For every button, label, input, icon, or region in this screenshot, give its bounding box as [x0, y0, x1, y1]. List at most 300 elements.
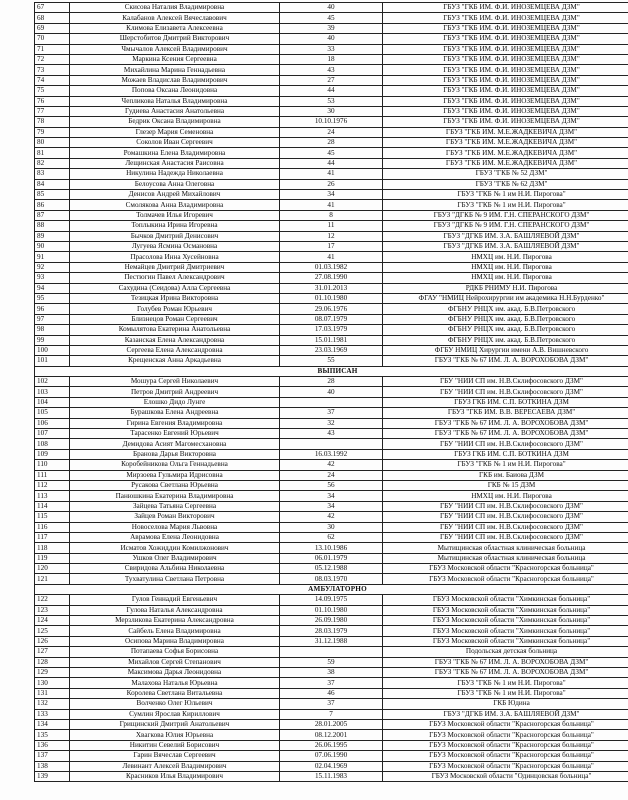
hospital-name: ГБУ "НИИ СП им. Н.В.Склифосовского ДЗМ"	[383, 387, 628, 397]
table-row	[35, 252, 628, 262]
table-row	[35, 647, 628, 657]
hospital-name: ФГБУ НМИЦ Хирургии имени А.В. Вишневского	[383, 345, 628, 355]
hospital-name: ГБУЗ Московской области "Химкинская больница"	[383, 626, 628, 636]
table-row	[35, 719, 628, 729]
hospital-name: ГБУЗ "ГКБ ИМ. М.Е.ЖАДКЕВИЧА ДЗМ"	[383, 138, 628, 148]
row-number: 129	[35, 668, 70, 678]
table-row	[35, 605, 628, 615]
table-row	[35, 54, 628, 64]
table-row	[35, 335, 628, 345]
hospital-name: ГБУ "НИИ СП им. Н.В.Склифосовского ДЗМ"	[383, 377, 628, 387]
row-number: 127	[35, 647, 70, 657]
hospital-name: ГБУЗ "ГКБ № 67 ИМ. Л. А. ВОРОХОБОВА ДЗМ"	[383, 418, 628, 428]
hospital-name: Мытищинская областная клиническая больница	[383, 553, 628, 563]
table-row	[35, 283, 628, 293]
hospital-name: ГБУЗ "ГКБ № 67 ИМ. Л. А. ВОРОХОБОВА ДЗМ"	[383, 657, 628, 667]
patient-name: Потапаева Софья Борисовна	[70, 647, 280, 657]
table-row	[35, 761, 628, 771]
patient-age-or-birthdate: 24	[280, 127, 383, 137]
table-row	[35, 210, 628, 220]
row-number: 105	[35, 408, 70, 418]
hospital-name: ГБУ "НИИ СП им. Н.В.Склифосовского ДЗМ"	[383, 501, 628, 511]
patient-age-or-birthdate: 41	[280, 200, 383, 210]
patient-name: Зайцева Татьяна Сергеевна	[70, 501, 280, 511]
patient-name: Волченко Олег Юльевич	[70, 699, 280, 709]
row-number: 81	[35, 148, 70, 158]
patient-age-or-birthdate: 31.01.2013	[280, 283, 383, 293]
section-header-row	[35, 584, 628, 594]
row-number: 128	[35, 657, 70, 667]
row-number: 100	[35, 345, 70, 355]
row-number: 78	[35, 117, 70, 127]
patient-name: Лугуева Ясмина Османовна	[70, 241, 280, 251]
table-row	[35, 179, 628, 189]
row-number: 135	[35, 730, 70, 740]
row-number: 112	[35, 480, 70, 490]
hospital-name: ГБУЗ Московской области "Красногорская больница"	[383, 564, 628, 574]
row-number: 89	[35, 231, 70, 241]
table-row	[35, 449, 628, 459]
hospital-name: ФГБНУ РНЦХ им. акад. Б.В.Петровского	[383, 325, 628, 335]
hospital-name: ГБУЗ Московской области "Химкинская больница"	[383, 616, 628, 626]
patient-name: Маркина Ксения Сергеевна	[70, 54, 280, 64]
patient-name: Свиридова Альбина Николаевна	[70, 564, 280, 574]
patient-age-or-birthdate: 34	[280, 190, 383, 200]
patient-name: Аврамова Елена Леонидовна	[70, 532, 280, 542]
table-row	[35, 408, 628, 418]
hospital-name: ГБУЗ ГКБ ИМ. С.П. БОТКИНА ДЗМ	[383, 449, 628, 459]
row-number: 111	[35, 470, 70, 480]
hospital-name: ГБУЗ "ГКБ ИМ. Ф.И. ИНОЗЕМЦЕВА ДЗМ"	[383, 23, 628, 33]
hospital-name: ГКБ им. Баиова ДЗМ	[383, 470, 628, 480]
table-row	[35, 709, 628, 719]
table-row	[35, 75, 628, 85]
hospital-name: ГБУ "НИИ СП им. Н.В.Склифосовского ДЗМ"	[383, 512, 628, 522]
hospital-name: ГБУЗ "ГКБ № 67 ИМ. Л. А. ВОРОХОБОВА ДЗМ"	[383, 668, 628, 678]
patient-name: Прасолова Инна Хусейновна	[70, 252, 280, 262]
patient-age-or-birthdate: 26.09.1980	[280, 616, 383, 626]
table-row	[35, 148, 628, 158]
patient-name: Бычков Дмитрий Денисович	[70, 231, 280, 241]
row-number: 101	[35, 356, 70, 366]
patient-name: Попова Оксана Леонидовна	[70, 86, 280, 96]
hospital-name: ГБУ "НИИ СП им. Н.В.Склифосовского ДЗМ"	[383, 532, 628, 542]
patient-name: Красников Илья Владимирович	[70, 771, 280, 781]
patient-name: Гирина Евгения Владимировна	[70, 418, 280, 428]
table-row	[35, 397, 628, 407]
patient-age-or-birthdate: 41	[280, 252, 383, 262]
hospital-name: ГБУЗ Московской области "Красногорская больница"	[383, 740, 628, 750]
patient-age-or-birthdate: 07.06.1990	[280, 751, 383, 761]
patient-age-or-birthdate: 06.01.1979	[280, 553, 383, 563]
hospital-name: НМХЦ им. Н.И. Пирогова	[383, 252, 628, 262]
row-number: 106	[35, 418, 70, 428]
row-number: 121	[35, 574, 70, 584]
patient-age-or-birthdate	[280, 397, 383, 407]
patient-name: Чепликова Наталья Владимировна	[70, 96, 280, 106]
hospital-name: ГБУЗ "ГКБ ИМ. М.Е.ЖАДКЕВИЧА ДЗМ"	[383, 158, 628, 168]
table-row	[35, 636, 628, 646]
patient-name: Исматов Хожиддин Комилжонович	[70, 543, 280, 553]
patient-age-or-birthdate: 17.03.1979	[280, 325, 383, 335]
hospital-name: ГБУЗ "ДГКБ ИМ. З.А. БАШЛЯЕВОЙ ДЗМ"	[383, 231, 628, 241]
patient-name: Мошура Сергей Николаевич	[70, 377, 280, 387]
hospital-name: ГБУЗ "ГКБ ИМ. Ф.И. ИНОЗЕМЦЕВА ДЗМ"	[383, 86, 628, 96]
patient-age-or-birthdate: 14.09.1975	[280, 595, 383, 605]
hospital-name: ГБУЗ "ГКБ ИМ. М.Е.ЖАДКЕВИЧА ДЗМ"	[383, 148, 628, 158]
patient-name: Петров Дмитрий Андреевич	[70, 387, 280, 397]
patient-age-or-birthdate: 05.12.1988	[280, 564, 383, 574]
patient-age-or-birthdate: 27	[280, 75, 383, 85]
row-number: 79	[35, 127, 70, 137]
table-row	[35, 491, 628, 501]
table-row	[35, 657, 628, 667]
patient-name: Новоселова Мария Львовна	[70, 522, 280, 532]
hospital-name: ГБУЗ "ГКБ № 1 им Н.И. Пирогова"	[383, 190, 628, 200]
table-row	[35, 34, 628, 44]
hospital-name: ГБУЗ "ДГКБ № 9 ИМ. Г.Н. СПЕРАНСКОГО ДЗМ"	[383, 221, 628, 231]
row-number: 87	[35, 210, 70, 220]
patient-name: Белоусова Анна Олеговна	[70, 179, 280, 189]
patient-age-or-birthdate: 39	[280, 23, 383, 33]
table-row	[35, 522, 628, 532]
patient-age-or-birthdate: 26.06.1995	[280, 740, 383, 750]
row-number: 138	[35, 761, 70, 771]
row-number: 82	[35, 158, 70, 168]
patient-age-or-birthdate: 02.04.1969	[280, 761, 383, 771]
table-row	[35, 480, 628, 490]
patient-age-or-birthdate: 27.08.1990	[280, 273, 383, 283]
patient-name: Ромашкина Елена Владимировна	[70, 148, 280, 158]
row-number: 114	[35, 501, 70, 511]
table-row	[35, 564, 628, 574]
patient-name: Соколов Иван Сергеевич	[70, 138, 280, 148]
hospital-name: ФГБНУ РНЦХ им. акад. Б.В.Петровского	[383, 314, 628, 324]
row-number: 67	[35, 3, 70, 13]
hospital-name: ГБУЗ "ГКБ ИМ. М.Е.ЖАДКЕВИЧА ДЗМ"	[383, 127, 628, 137]
hospital-name: ГБУЗ Московской области "Красногорская больница"	[383, 730, 628, 740]
patient-age-or-birthdate: 08.12.2001	[280, 730, 383, 740]
section-title: АМБУЛАТОРНО	[35, 584, 628, 594]
patient-name: Топлыкина Ирина Игоревна	[70, 221, 280, 231]
hospital-name: Подольская детская больница	[383, 647, 628, 657]
patient-age-or-birthdate: 43	[280, 65, 383, 75]
patient-age-or-birthdate: 37	[280, 408, 383, 418]
patient-name: Казанская Елена Александровна	[70, 335, 280, 345]
row-number: 139	[35, 771, 70, 781]
row-number: 95	[35, 293, 70, 303]
row-number: 75	[35, 86, 70, 96]
row-number: 90	[35, 241, 70, 251]
table-row	[35, 241, 628, 251]
patient-age-or-birthdate: 34	[280, 491, 383, 501]
patient-name: Сайбель Елена Владимировна	[70, 626, 280, 636]
row-number: 99	[35, 335, 70, 345]
table-row	[35, 273, 628, 283]
row-number: 115	[35, 512, 70, 522]
patient-age-or-birthdate: 11	[280, 221, 383, 231]
hospital-name: ФГБНУ РНЦХ им. акад. Б.В.Петровского	[383, 335, 628, 345]
patient-name: Тарасенко Евгений Юрьевич	[70, 429, 280, 439]
row-number: 116	[35, 522, 70, 532]
row-number: 88	[35, 221, 70, 231]
patient-age-or-birthdate: 01.03.1982	[280, 262, 383, 272]
hospital-name: ГБУЗ "ГКБ ИМ. Ф.И. ИНОЗЕМЦЕВА ДЗМ"	[383, 34, 628, 44]
patient-age-or-birthdate: 30	[280, 106, 383, 116]
table-row	[35, 574, 628, 584]
hospital-name: ГБУЗ "ДГКБ ИМ. З.А. БАШЛЯЕВОЙ ДЗМ"	[383, 709, 628, 719]
patient-name: Бурашкова Елена Андреевна	[70, 408, 280, 418]
hospital-name: ГБУЗ "ГКБ № 1 им Н.И. Пирогова"	[383, 688, 628, 698]
table-row	[35, 501, 628, 511]
patient-name: Калабанов Алексей Вячеславович	[70, 13, 280, 23]
patient-name: Никитин Севелий Борисович	[70, 740, 280, 750]
hospital-name: НМХЦ им. Н.И. Пирогова	[383, 262, 628, 272]
row-number: 108	[35, 439, 70, 449]
patient-age-or-birthdate: 37	[280, 678, 383, 688]
table-row	[35, 470, 628, 480]
patient-name: Глезер Мария Семеновна	[70, 127, 280, 137]
row-number: 123	[35, 605, 70, 615]
table-row	[35, 668, 628, 678]
row-number: 68	[35, 13, 70, 23]
patient-name: Можаев Владислав Владимирович	[70, 75, 280, 85]
patient-age-or-birthdate: 13.10.1986	[280, 543, 383, 553]
patient-age-or-birthdate: 62	[280, 532, 383, 542]
table-row	[35, 3, 628, 13]
table-row	[35, 418, 628, 428]
table-row	[35, 740, 628, 750]
patient-roster-table	[34, 2, 628, 782]
table-row	[35, 138, 628, 148]
row-number: 133	[35, 709, 70, 719]
table-row	[35, 293, 628, 303]
patient-name: Чмычалов Алексей Владимирович	[70, 44, 280, 54]
hospital-name: ГБУЗ "ГКБ № 62 ДЗМ"	[383, 179, 628, 189]
patient-age-or-birthdate: 40	[280, 34, 383, 44]
table-row	[35, 169, 628, 179]
table-row	[35, 127, 628, 137]
row-number: 119	[35, 553, 70, 563]
table-row	[35, 377, 628, 387]
hospital-name: ГБУЗ Московской области "Красногорская больница"	[383, 761, 628, 771]
patient-age-or-birthdate: 44	[280, 86, 383, 96]
hospital-name: ГБУЗ "ГКБ № 1 им Н.И. Пирогова"	[383, 678, 628, 688]
patient-name: Тезицкая Ирина Викторовна	[70, 293, 280, 303]
patient-name: Смолякова Анна Владимировна	[70, 200, 280, 210]
patient-age-or-birthdate: 7	[280, 709, 383, 719]
table-row	[35, 532, 628, 542]
hospital-name: ГБУЗ "ГКБ № 1 им Н.И. Пирогова"	[383, 460, 628, 470]
patient-age-or-birthdate: 15.01.1981	[280, 335, 383, 345]
patient-age-or-birthdate: 41	[280, 169, 383, 179]
row-number: 137	[35, 751, 70, 761]
patient-name: Зайцев Роман Викторович	[70, 512, 280, 522]
patient-name: Бедрик Оксана Владимировна	[70, 117, 280, 127]
row-number: 85	[35, 190, 70, 200]
patient-age-or-birthdate: 28.03.1979	[280, 626, 383, 636]
row-number: 132	[35, 699, 70, 709]
hospital-name: ГБУЗ Московской области "Химкинская больница"	[383, 636, 628, 646]
table-row	[35, 771, 628, 781]
row-number: 76	[35, 96, 70, 106]
row-number: 77	[35, 106, 70, 116]
patient-name: Елошко Дидо Лунге	[70, 397, 280, 407]
hospital-name: ГБУЗ "ДГКБ ИМ. З.А. БАШЛЯЕВОЙ ДЗМ"	[383, 241, 628, 251]
hospital-name: ГБУЗ "ГКБ ИМ. Ф.И. ИНОЗЕМЦЕВА ДЗМ"	[383, 44, 628, 54]
table-row	[35, 158, 628, 168]
patient-name: Гулова Наталья Александровна	[70, 605, 280, 615]
patient-name: Тухватулина Светлана Петровна	[70, 574, 280, 584]
hospital-name: ГБУЗ Московской области "Химкинская больница"	[383, 605, 628, 615]
patient-age-or-birthdate: 45	[280, 148, 383, 158]
hospital-name: ГБУЗ "ГКБ ИМ. В.В. ВЕРЕСАЕВА ДЗМ"	[383, 408, 628, 418]
patient-age-or-birthdate: 44	[280, 158, 383, 168]
patient-age-or-birthdate: 45	[280, 13, 383, 23]
row-number: 125	[35, 626, 70, 636]
patient-name: Королева Светлана Витальевна	[70, 688, 280, 698]
patient-age-or-birthdate: 38	[280, 668, 383, 678]
patient-age-or-birthdate: 23.03.1969	[280, 345, 383, 355]
table-row	[35, 345, 628, 355]
table-row	[35, 751, 628, 761]
patient-age-or-birthdate: 26	[280, 179, 383, 189]
row-number: 124	[35, 616, 70, 626]
row-number: 110	[35, 460, 70, 470]
hospital-name: ГБУЗ "ГКБ № 67 ИМ. Л. А. ВОРОХОБОВА ДЗМ"	[383, 356, 628, 366]
patient-age-or-birthdate: 08.03.1970	[280, 574, 383, 584]
patient-age-or-birthdate: 31.12.1988	[280, 636, 383, 646]
row-number: 71	[35, 44, 70, 54]
row-number: 69	[35, 23, 70, 33]
patient-name: Демидова Асият Магомесхановна	[70, 439, 280, 449]
patient-name: Никулина Надежда Николаевна	[70, 169, 280, 179]
patient-age-or-birthdate	[280, 439, 383, 449]
patient-name: Сумлин Ярослав Кириллович	[70, 709, 280, 719]
hospital-name: ГБУЗ Московской области "Химкинская больница"	[383, 595, 628, 605]
hospital-name: ГБУЗ Московской области "Красногорская больница"	[383, 751, 628, 761]
patient-name: Лещинская Анастасия Раисовна	[70, 158, 280, 168]
table-row	[35, 200, 628, 210]
patient-age-or-birthdate: 18	[280, 54, 383, 64]
row-number: 107	[35, 429, 70, 439]
table-row	[35, 512, 628, 522]
table-row	[35, 616, 628, 626]
hospital-name: ГБУЗ "ГКБ № 1 им Н.И. Пирогова"	[383, 200, 628, 210]
row-number: 72	[35, 54, 70, 64]
patient-age-or-birthdate: 12	[280, 231, 383, 241]
table-row	[35, 44, 628, 54]
patient-name: Сахудина (Сеидова) Алла Сергеевна	[70, 283, 280, 293]
hospital-name: ГБУЗ "ГКБ ИМ. Ф.И. ИНОЗЕМЦЕВА ДЗМ"	[383, 65, 628, 75]
row-number: 84	[35, 179, 70, 189]
row-number: 130	[35, 678, 70, 688]
patient-age-or-birthdate: 01.10.1980	[280, 293, 383, 303]
hospital-name: ГБУЗ "ГКБ ИМ. Ф.И. ИНОЗЕМЦЕВА ДЗМ"	[383, 3, 628, 13]
patient-name: Ушков Олег Владимирович	[70, 553, 280, 563]
patient-age-or-birthdate: 28	[280, 377, 383, 387]
table-row	[35, 23, 628, 33]
patient-age-or-birthdate: 28.01.2005	[280, 719, 383, 729]
patient-name: Гулов Геннадий Евгеньевич	[70, 595, 280, 605]
row-number: 91	[35, 252, 70, 262]
patient-age-or-birthdate: 08.07.1979	[280, 314, 383, 324]
patient-age-or-birthdate: 37	[280, 699, 383, 709]
patient-age-or-birthdate: 16.03.1992	[280, 449, 383, 459]
patient-age-or-birthdate: 17	[280, 241, 383, 251]
row-number: 118	[35, 543, 70, 553]
patient-name: Сергеева Елена Александровна	[70, 345, 280, 355]
patient-name: Панюшкина Екатерина Владимировна	[70, 491, 280, 501]
row-number: 74	[35, 75, 70, 85]
patient-name: Коробейникова Ольга Геннадьевна	[70, 460, 280, 470]
table-row	[35, 86, 628, 96]
hospital-name: ГКБ Юдина	[383, 699, 628, 709]
hospital-name: ГБУ "НИИ СП им. Н.В.Склифосовского ДЗМ"	[383, 439, 628, 449]
hospital-name: ГБУЗ "ДГКБ № 9 ИМ. Г.Н. СПЕРАНСКОГО ДЗМ"	[383, 210, 628, 220]
hospital-name: НМХЦ им. Н.И. Пирогова	[383, 273, 628, 283]
row-number: 80	[35, 138, 70, 148]
row-number: 83	[35, 169, 70, 179]
patient-name: Михайлина Марина Геннадьевна	[70, 65, 280, 75]
table-row	[35, 13, 628, 23]
row-number: 136	[35, 740, 70, 750]
row-number: 103	[35, 387, 70, 397]
row-number: 70	[35, 34, 70, 44]
hospital-name: ГБУЗ Московской области "Красногорская больница"	[383, 574, 628, 584]
patient-name: Мерзликова Екатерина Александровна	[70, 616, 280, 626]
patient-age-or-birthdate: 30	[280, 522, 383, 532]
table-row	[35, 65, 628, 75]
patient-name: Малахова Наталья Юрьевна	[70, 678, 280, 688]
hospital-name: РДКБ РНИМУ Н.И. Пирогова	[383, 283, 628, 293]
table-row	[35, 439, 628, 449]
row-number: 98	[35, 325, 70, 335]
patient-age-or-birthdate: 33	[280, 44, 383, 54]
table-row	[35, 595, 628, 605]
hospital-name: ГБУЗ "ГКБ ИМ. Ф.И. ИНОЗЕМЦЕВА ДЗМ"	[383, 106, 628, 116]
patient-age-or-birthdate: 53	[280, 96, 383, 106]
patient-age-or-birthdate: 43	[280, 429, 383, 439]
hospital-name: ГБУЗ "ГКБ ИМ. Ф.И. ИНОЗЕМЦЕВА ДЗМ"	[383, 54, 628, 64]
row-number: 126	[35, 636, 70, 646]
table-row	[35, 356, 628, 366]
table-row	[35, 304, 628, 314]
row-number: 86	[35, 200, 70, 210]
patient-name: Денисов Андрей Михайлович	[70, 190, 280, 200]
patient-age-or-birthdate: 55	[280, 356, 383, 366]
table-row	[35, 117, 628, 127]
table-row	[35, 429, 628, 439]
hospital-name: ГБУЗ "ГКБ ИМ. Ф.И. ИНОЗЕМЦЕВА ДЗМ"	[383, 96, 628, 106]
roster-body	[35, 3, 628, 782]
table-row	[35, 221, 628, 231]
patient-name: Хвагкова Юлия Юрьевна	[70, 730, 280, 740]
row-number: 134	[35, 719, 70, 729]
patient-name: Комылятова Екатерина Анатольевна	[70, 325, 280, 335]
hospital-name: ГБУЗ Московской области "Красногорская больница"	[383, 719, 628, 729]
row-number: 97	[35, 314, 70, 324]
hospital-name: ФГАУ "НМИЦ Нейрохирургии им академика Н.Н.Бурденко"	[383, 293, 628, 303]
patient-age-or-birthdate: 8	[280, 210, 383, 220]
row-number: 109	[35, 449, 70, 459]
row-number: 92	[35, 262, 70, 272]
hospital-name: ФГБНУ РНЦХ им. акад. Б.В.Петровского	[383, 304, 628, 314]
patient-name: Гудиева Анастасия Анатольевна	[70, 106, 280, 116]
table-row	[35, 730, 628, 740]
row-number: 94	[35, 283, 70, 293]
patient-name: Голубев Роман Юрьевич	[70, 304, 280, 314]
